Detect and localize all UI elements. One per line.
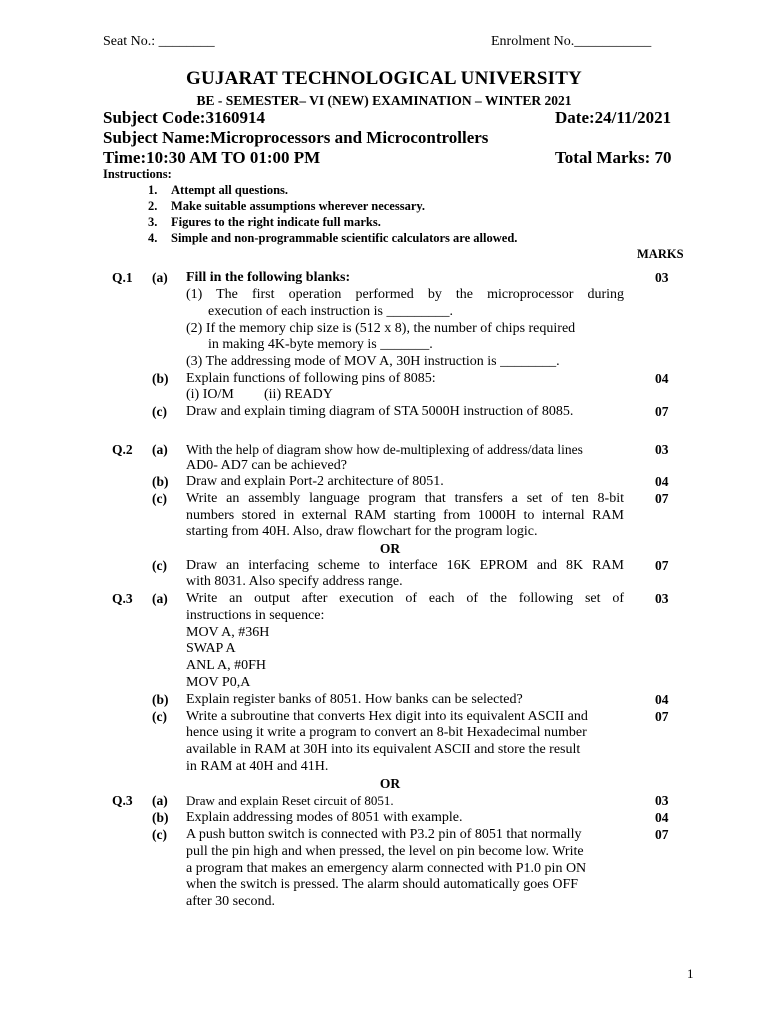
part-label: (a) (152, 270, 168, 285)
question-line: Explain functions of following pins of 8085: (186, 371, 436, 386)
code-line: ANL A, #0FH (186, 658, 266, 673)
part-marks: 07 (655, 709, 669, 724)
part-label: (a) (152, 793, 168, 808)
question-line: Write an assembly language program that transfers a set of ten 8-bit (186, 491, 624, 506)
instruction-text: Simple and non-programmable scientific calculators are allowed. (171, 231, 518, 245)
question-line: Write a subroutine that converts Hex digit into its equivalent ASCII and (186, 709, 588, 724)
question-line: (2) If the memory chip size is (512 x 8), the number of chips required (186, 321, 576, 336)
part-label: (b) (152, 371, 169, 386)
or-divider: OR (379, 776, 401, 791)
part-label: (c) (152, 404, 167, 419)
question-line: Draw and explain timing diagram of STA 5000H instruction of 8085. (186, 404, 574, 419)
part-label: (c) (152, 558, 167, 573)
part-label: (c) (152, 709, 167, 724)
part-marks: 04 (655, 692, 669, 707)
question-line: starting from 40H. Also, draw flowchart for the program logic. (186, 524, 538, 539)
question-line: A push button switch is connected with P3.2 pin of 8051 that normally (186, 827, 582, 842)
question-line: Explain register banks of 8051. How banks can be selected? (186, 692, 523, 707)
part-marks: 04 (655, 371, 669, 386)
instruction-num: 4. (148, 231, 158, 245)
question-number: Q.1 (112, 270, 133, 285)
question-line: in RAM at 40H and 41H. (186, 759, 329, 774)
question-line: in making 4K-byte memory is _______. (208, 337, 433, 352)
question-number: Q.3 (112, 793, 133, 808)
part-label: (b) (152, 474, 169, 489)
part-label: (b) (152, 810, 169, 825)
seat-no-label: Seat No.: ________ (103, 34, 215, 49)
question-line: pull the pin high and when pressed, the level on pin become low. Write (186, 844, 584, 859)
subject-code: Subject Code:3160914 (103, 108, 265, 127)
subject-name: Subject Name:Microprocessors and Microcontrollers (103, 128, 489, 147)
question-line: Explain addressing modes of 8051 with example. (186, 810, 463, 825)
part-label: (c) (152, 491, 167, 506)
question-number: Q.2 (112, 442, 133, 457)
question-line: Draw an interfacing scheme to interface 16K EPROM and 8K RAM (186, 558, 624, 573)
part-marks: 04 (655, 810, 669, 825)
semester-line: BE - SEMESTER– VI (NEW) EXAMINATION – WINTER 2021 (196, 93, 572, 108)
instruction-text: Attempt all questions. (171, 183, 289, 197)
code-line: MOV P0,A (186, 675, 251, 690)
part-marks: 03 (655, 442, 669, 457)
enrolment-no-label: Enrolment No.___________ (491, 34, 652, 49)
instructions-title: Instructions: (103, 167, 172, 181)
question-line: (ii) READY (264, 387, 333, 402)
question-number: Q.3 (112, 591, 133, 606)
part-label: (a) (152, 442, 168, 457)
part-marks: 07 (655, 404, 669, 419)
question-line: when the switch is pressed. The alarm should automatically goes OFF (186, 877, 579, 892)
question-line: Write an output after execution of each of the following set of (186, 591, 624, 606)
marks-column-header: MARKS (637, 247, 684, 261)
question-line: available in RAM at 30H into its equivalent ASCII and store the result (186, 742, 581, 757)
part-marks: 03 (655, 591, 669, 606)
question-line: With the help of diagram show how de-multiplexing of address/data lines (186, 442, 583, 457)
instruction-num: 1. (148, 183, 158, 197)
code-line: SWAP A (186, 641, 236, 656)
question-line: (i) IO/M (186, 387, 234, 402)
total-marks: Total Marks: 70 (555, 148, 672, 167)
part-label: (a) (152, 591, 168, 606)
part-marks: 03 (655, 270, 669, 285)
university-title: GUJARAT TECHNOLOGICAL UNIVERSITY (186, 68, 582, 89)
question-line: (1) The first operation performed by the microprocessor during (186, 287, 624, 302)
page-number: 1 (687, 966, 694, 981)
question-line: after 30 second. (186, 894, 276, 909)
instruction-text: Figures to the right indicate full marks. (171, 215, 381, 229)
instruction-num: 3. (148, 215, 158, 229)
exam-time: Time:10:30 AM TO 01:00 PM (103, 148, 321, 167)
question-line: hence using it write a program to convert an 8-bit Hexadecimal number (186, 725, 587, 740)
part-marks: 07 (655, 827, 669, 842)
question-line: instructions in sequence: (186, 608, 325, 623)
code-line: MOV A, #36H (186, 625, 270, 640)
question-line: Draw and explain Port-2 architecture of 8051. (186, 474, 444, 489)
part-marks: 04 (655, 474, 669, 489)
instruction-num: 2. (148, 199, 158, 213)
instruction-text: Make suitable assumptions wherever necessary. (171, 199, 426, 213)
question-line: Draw and explain Reset circuit of 8051. (186, 793, 394, 808)
question-line: numbers stored in external RAM starting from 1000H to internal RAM (186, 508, 624, 523)
exam-date: Date:24/11/2021 (555, 108, 672, 127)
part-label: (b) (152, 692, 169, 707)
part-title: Fill in the following blanks: (186, 270, 351, 285)
question-line: with 8031. Also specify address range. (186, 574, 403, 589)
part-marks: 07 (655, 558, 669, 573)
part-marks: 03 (655, 793, 669, 808)
question-line: AD0- AD7 can be achieved? (186, 458, 347, 473)
question-line: execution of each instruction is _________. (208, 304, 453, 319)
part-marks: 07 (655, 491, 669, 506)
part-label: (c) (152, 827, 167, 842)
or-divider: OR (379, 541, 401, 556)
question-line: a program that makes an emergency alarm connected with P1.0 pin ON (186, 861, 587, 876)
question-line: (3) The addressing mode of MOV A, 30H instruction is ________. (186, 354, 560, 369)
